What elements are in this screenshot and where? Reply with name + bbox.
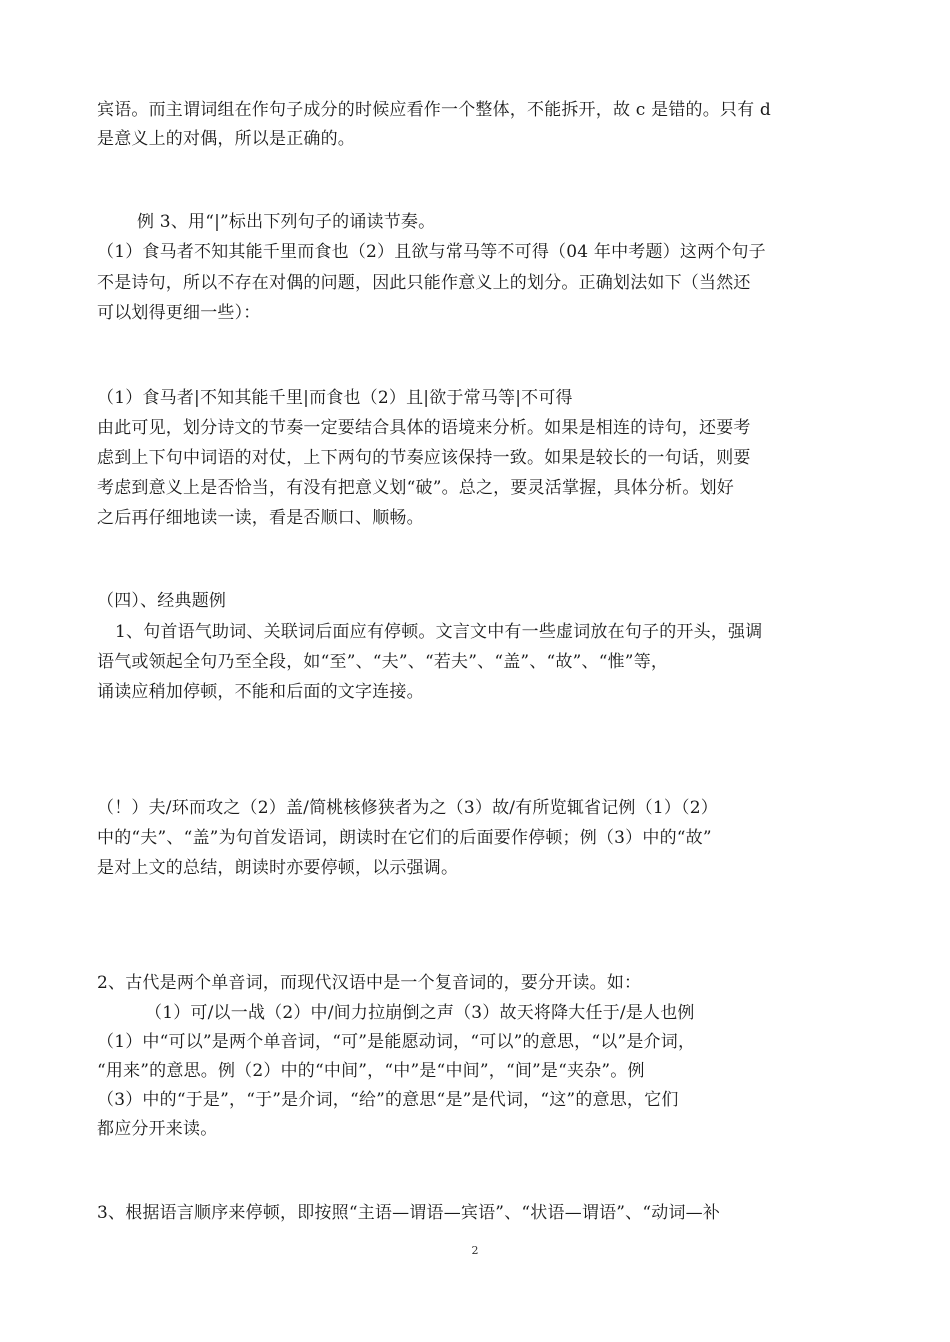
example-line: （！）夫/环而攻之（2）盖/简桃核修狭者为之（3）故/有所览辄省记例（1）（2）	[97, 798, 718, 818]
paragraph-line: 诵读应稍加停顿，不能和后面的文字连接。	[97, 682, 424, 702]
paragraph-line: 可以划得更细一些）：	[97, 303, 261, 323]
paragraph-line: （3）中的“于是”，“于”是介词，“给”的意思“是”是代词，“这”的意思，它们	[97, 1090, 679, 1110]
paragraph-line: 语气或领起全句乃至全段，如“至”、“夫”、“若夫”、“盖”、“故”、“惟”等，	[97, 652, 669, 672]
paragraph-line: 1、句首语气助词、关联词后面应有停顿。文言文中有一些虚词放在句子的开头，强调	[115, 622, 763, 642]
paragraph-line: 由此可见，划分诗文的节奏一定要结合具体的语境来分析。如果是相连的诗句，还要考	[97, 418, 751, 438]
paragraph-line: 都应分开来读。	[97, 1119, 218, 1139]
paragraph-line: 之后再仔细地读一读，看是否顺口、顺畅。	[97, 508, 424, 528]
paragraph-line: 2、古代是两个单音词，而现代汉语中是一个复音词的，要分开读。如：	[97, 973, 642, 993]
section-heading: （四）、经典题例	[97, 591, 227, 611]
example-answer: （1）食马者|不知其能千里|而食也（2）且|欲于常马等|不可得	[97, 388, 573, 408]
paragraph-line: 不是诗句，所以不存在对偶的问题，因此只能作意义上的划分。正确划法如下（当然还	[97, 273, 751, 293]
example-heading: 例 3、用“|”标出下列句子的诵读节奏。	[137, 212, 436, 232]
paragraph-line: 中的“夫”、“盖”为句首发语词，朗读时在它们的后面要作停顿；例（3）中的“故”	[97, 828, 712, 848]
paragraph-line: （1）食马者不知其能千里而食也（2）且欲与常马等不可得（04 年中考题）这两个句子	[97, 242, 766, 262]
paragraph-line: 考虑到意义上是否恰当，有没有把意义划“破”。总之，要灵活掌握，具体分析。划好	[97, 478, 734, 498]
paragraph-line: 3、根据语言顺序来停顿，即按照“主语—谓语—宾语”、“状语—谓语”、“动词—补	[97, 1203, 721, 1223]
paragraph-line: “用来”的意思。例（2）中的“中间”，“中”是“中间”，“间”是“夹杂”。例	[97, 1061, 645, 1081]
paragraph-line: （1）中“可以”是两个单音词，“可”是能愿动词，“可以”的意思，“以”是介词，	[97, 1032, 696, 1052]
example-line: （1）可/以一战（2）中/间力拉崩倒之声（3）故天将降大任于/是人也例	[145, 1003, 695, 1023]
paragraph-line: 是对上文的总结，朗读时亦要停顿，以示强调。	[97, 858, 459, 878]
page-number: 2	[471, 1244, 479, 1257]
paragraph-line: 是意义上的对偶，所以是正确的。	[97, 129, 355, 149]
paragraph-line: 宾语。而主谓词组在作句子成分的时候应看作一个整体，不能拆开，故 c 是错的。只有 d	[97, 100, 772, 120]
paragraph-line: 虑到上下句中词语的对仗，上下两句的节奏应该保持一致。如果是较长的一句话，则要	[97, 448, 751, 468]
